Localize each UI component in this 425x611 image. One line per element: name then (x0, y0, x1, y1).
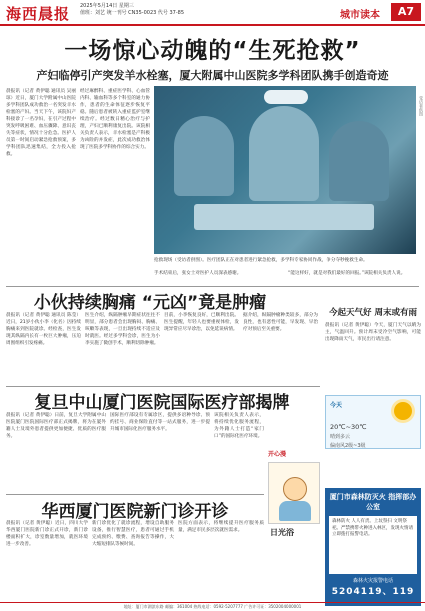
story2-column-3: 目前，小李恢复良好，已顺利出院。医生提醒，年轻人也要重视体检，发现异常应尽早诊治，以免延误病情。 (164, 313, 239, 332)
fire-prevention-ad (325, 488, 421, 606)
weather-body: 晨报讯（记者 黄伊聪）今天，厦门天气以晴为主，气温回升。预计周末受冷空气影响，可能出现降雨天气，市民出行请注意。 (325, 323, 421, 342)
cartoon-illustration (268, 462, 320, 524)
story2-column-2: 医生介绍，纵隔肿瘤早期症状往往不明显，部分患者会出现胸闷、胸痛、咳嗽等表现，一旦出现持续不适应及时就医。经过多学科会诊，医生为小李实施了微创手术，顺利切除肿瘤。 (85, 313, 160, 346)
cartoon-title: 日光浴 (270, 528, 294, 537)
ad-phone: 5204119、119 (331, 587, 415, 597)
ad-phone-label: 森林火灾报警电话 (352, 578, 393, 584)
story4-column-2: 新门诊优化了就诊流程，增设自助服务设备，推行智慧医疗，患者可通过手机完成预约、缴费、查询报告等操作，大大缩短排队等候时间。 (92, 521, 174, 547)
story1-headline: 一场惊心动魄的“生死抢救” (64, 38, 361, 64)
surgical-lamp (264, 90, 308, 104)
weather-box (325, 395, 421, 449)
story3-column-2: 国际医疗部设有专属诊区，提供多语种导诊、预约挂号、商业保险直付等一站式服务，进一步提升城市国际化医疗服务水平。 (110, 413, 210, 432)
doctor-figure (174, 116, 234, 196)
section-title: 城市读本 (340, 10, 380, 21)
weather-label: 今天 (330, 402, 343, 409)
story1-column-2: 经过麻醉科、重症医学科、心血管内科、输血科等多个科室的通力协作，患者的生命体征逐步恢复平稳。随后患者被转入重症监护室继续治疗。经过数日精心治疗与护理，产妇已顺利康复出院。该院相关负责人表示，羊水栓塞是产科极为凶险的并发症，此次成功救治体现了医院多学科协作的综合实力。 (80, 89, 150, 150)
story1-column-1: 晨报讯（记者 黄伊聪 通讯员 吴丽琼）近日，厦门大学附属中山医院多学科团队成功救治一名突发羊水栓塞的产妇。当天下午，该院妇产科接诊了一名孕妇，在引产过程中突发呼吸困难、血压骤降、意识丧失等症状，情况十分危急。医护人员第一时间启动紧急抢救预案，多学科团队迅速集结，全力投入抢救。 (6, 89, 76, 157)
story1-column-4: “能这样好，就是对我们最好的回报。”该院相关负责人说。 (288, 271, 406, 276)
doctor-figure (329, 121, 389, 201)
story1-photo (154, 86, 416, 254)
operating-table (194, 204, 374, 230)
issue-date: 2025年5月14日 星期三 (80, 3, 134, 9)
story2-column-4: 据介绍，纵隔肿瘤种类较多，部分为良性，也有恶性可能，早发现、早治疗对预后至关重要。 (243, 313, 318, 332)
story2-column-1: 晨报讯（记者 黄伊聪 通讯员 陈莹）近日，21岁小伙小李（化名）因持续胸痛来到医院就诊。经检查，医生发现其纵隔内长有一枚巨大肿瘤，压迫周围组织引发疼痛。 (6, 313, 81, 346)
weather-title: 今起天气好 周末或有雨 (329, 308, 417, 318)
masthead (0, 0, 425, 26)
character-face (283, 477, 307, 501)
story3-headline: 复旦中山厦门医院国际医疗部揭牌 (34, 393, 290, 413)
story4-column-1: 晨报讯（记者 黄伊聪）近日，四川大学华西厦门医院新门诊正式开诊，新门诊楼面积扩大，诊室数量增加，就医环境进一步改善。 (6, 521, 88, 547)
character-body (279, 501, 311, 521)
story4-headline: 华西厦门医院新门诊开诊 (41, 502, 229, 522)
story3-column-1: 晨报讯（记者 黄伊聪）日前，复旦大学附属中山医院厦门医院国际医疗部正式揭牌，将为在厦外籍人士及境外患者提供更加便捷、优质的医疗服务。 (6, 413, 106, 439)
divider (6, 386, 320, 387)
cartoon-tag: 开心漫 (268, 451, 287, 458)
story2-headline: 小伙持续胸痛 “元凶”竟是肿瘤 (33, 293, 267, 313)
weather-temp: 20℃~30℃ (330, 423, 367, 431)
sun-icon (394, 402, 412, 420)
doctor-figure (249, 106, 319, 201)
weather-wind: 偏南风2级~3级 (330, 443, 366, 449)
newspaper-logo: 海西晨报 (6, 5, 71, 23)
weather-condition: 晴到多云 (330, 434, 351, 440)
ad-body: 森林防火 人人有责。上坟祭扫 文明祭祀。严禁携带火种进入林区，发现火情请立即拨打报警电话。 (329, 516, 417, 574)
story4-column-3: 医院方面表示，将继续提升医疗服务质量，满足市民多层次就医需求。 (178, 521, 264, 533)
story1-column-3: 手术结束后，张女士对医护人员深表感谢。 (154, 271, 242, 276)
divider (6, 494, 264, 495)
divider (6, 286, 419, 287)
story1-subhead: 产妇临停引产突发羊水栓塞，厦大附属中山医院多学科团队携手创造奇迹 (36, 69, 389, 82)
ad-title: 厦门市森林防灭火 指挥部办公室 (329, 493, 417, 511)
photo-credit: 受访者供图 (419, 96, 424, 116)
issue-info (80, 3, 184, 17)
page-number: A7 (391, 3, 421, 21)
issue-editor: 值班：刘艺 统一刊号 CN35-0023 代号 37-85 (80, 10, 185, 16)
page-footer: 地址：厦门市湖滨东路 邮编：361004 热线电话：0592-5207777 广告许可证：3502004000001 (0, 602, 425, 611)
story1-caption: 抢救现场（受访者供图）。医疗团队正在对患者进行紧急抢救，多学科专家协同作战，争分夺秒挽救生命。 (154, 258, 368, 263)
story3-column-3: 该院相关负责人表示，将持续优化服务流程，为外籍人士打造“家门口”的国际化医疗环境。 (214, 413, 264, 439)
